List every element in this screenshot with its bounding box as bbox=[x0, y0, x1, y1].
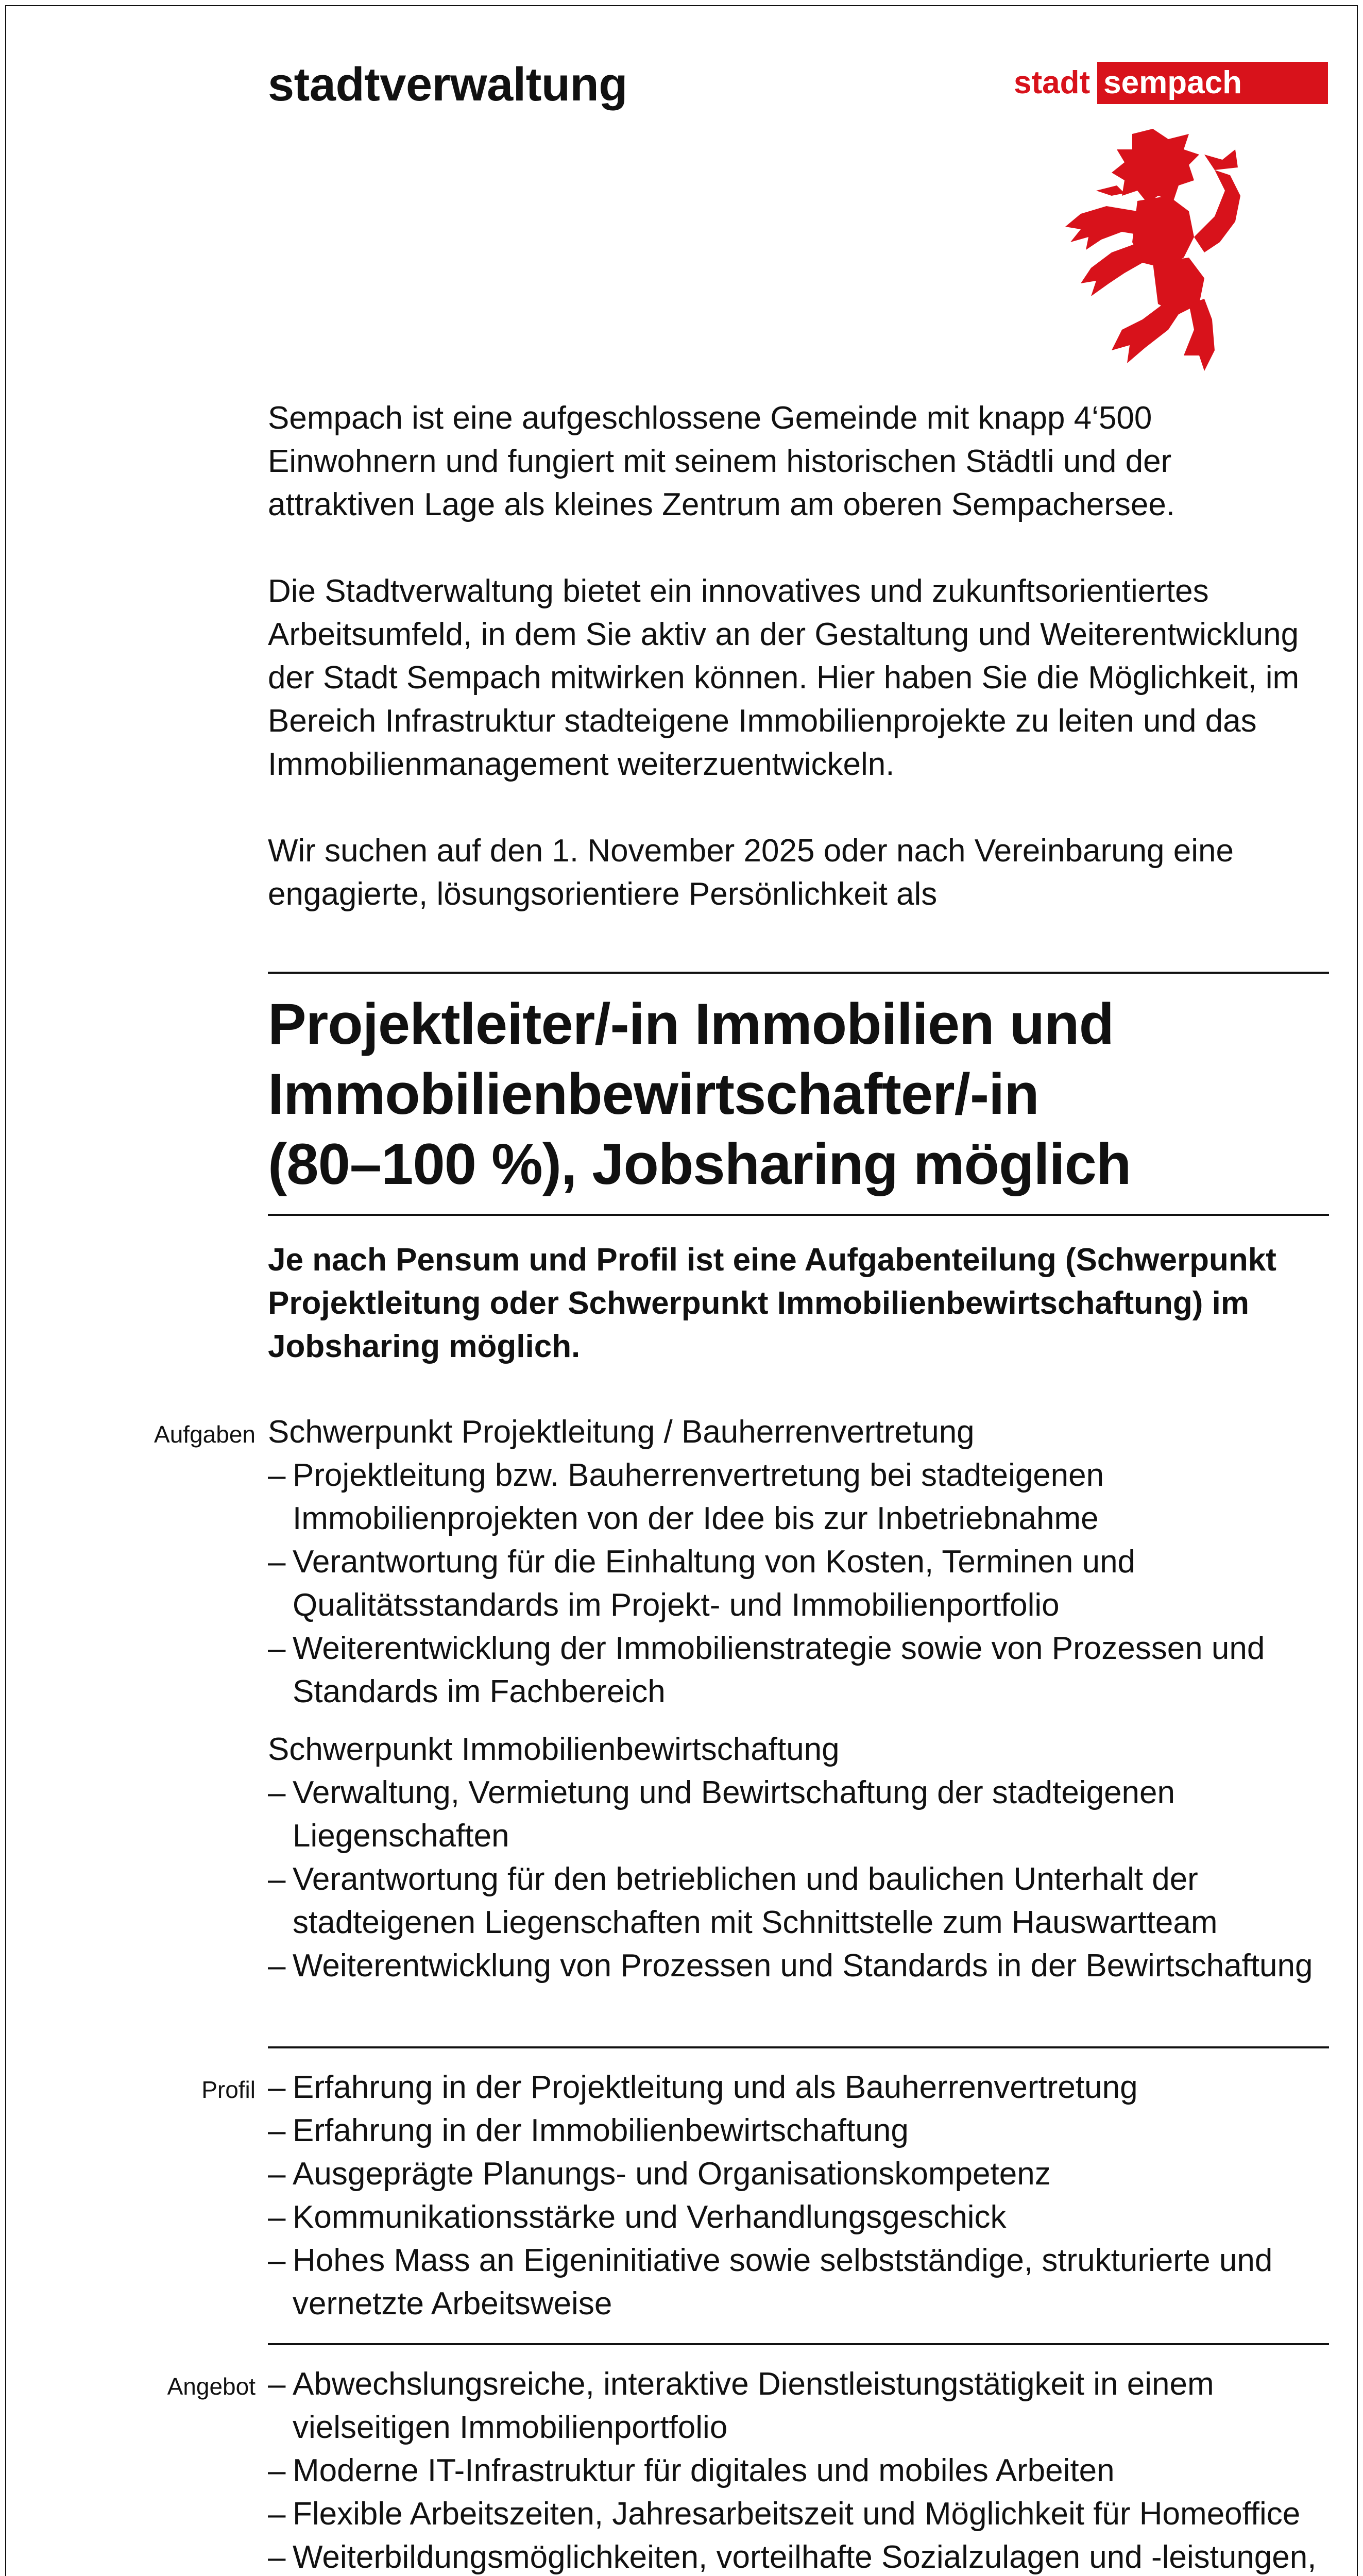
section-label-aufgaben: Aufgaben bbox=[154, 1421, 255, 1448]
list-item: – Erfahrung in der Projektleitung und als Bauherrenvertretung bbox=[268, 2066, 1329, 2109]
job-title-line-2: Immobilienbewirtschafter/-in bbox=[268, 1062, 1039, 1126]
org-name: stadtverwaltung bbox=[268, 58, 627, 111]
list-item: – Moderne IT-Infrastruktur für digitales und mobiles Arbeiten bbox=[268, 2449, 1329, 2493]
aufgaben-group-2-list bbox=[268, 1771, 1329, 1988]
list-item: – Erfahrung in der Immobilienbewirtschaftung bbox=[268, 2109, 1329, 2153]
divider bbox=[268, 1214, 1329, 1216]
job-title-line-1: Projektleiter/-in Immobilien und bbox=[268, 992, 1114, 1056]
logo-word-sempach: sempach bbox=[1097, 62, 1328, 104]
list-item: – Verantwortung für den betrieblichen und baulichen Unterhalt der stadteigenen Liegenschaften mit Schnittstelle zum Hauswartteam bbox=[268, 1858, 1329, 1944]
list-item: – Projektleitung bzw. Bauherrenvertretung bei stadteigenen Immobilienprojekten von der Idee bis zur Inbetriebnahme bbox=[268, 1454, 1329, 1540]
list-item: – Verwaltung, Vermietung und Bewirtschaftung der stadteigenen Liegenschaften bbox=[268, 1771, 1329, 1858]
list-item: – Weiterentwicklung von Prozessen und Standards in der Bewirtschaftung bbox=[268, 1944, 1329, 1988]
intro-paragraph-1: Sempach ist eine aufgeschlossene Gemeinde mit knapp 4‘500 Einwohnern und fungiert mit seinem historischen Städtli und der attraktiven Lage als kleines Zentrum am oberen Sempachersee. bbox=[268, 400, 1175, 522]
divider bbox=[268, 972, 1329, 974]
job-lead: Je nach Pensum und Profil ist eine Aufgabenteilung (Schwerpunkt Projektleitung oder Schwerpunkt Immobilienbewirtschaftung) im Jobsharing möglich. bbox=[268, 1242, 1276, 1364]
intro-text bbox=[268, 397, 1319, 916]
angebot-list bbox=[268, 2363, 1329, 2576]
list-item: – Kommunikationsstärke und Verhandlungsgeschick bbox=[268, 2196, 1329, 2239]
section-label-profil: Profil bbox=[201, 2076, 255, 2103]
job-title-line-3: (80–100 %), Jobsharing möglich bbox=[268, 1132, 1131, 1196]
list-item: – Weiterentwicklung der Immobilienstrategie sowie von Prozessen und Standards im Fachbereich bbox=[268, 1627, 1329, 1714]
section-label-angebot: Angebot bbox=[167, 2373, 255, 2400]
divider bbox=[268, 2343, 1329, 2345]
aufgaben-group-1-list bbox=[268, 1454, 1329, 1714]
list-item: – Flexible Arbeitszeiten, Jahresarbeitszeit und Möglichkeit für Homeoffice bbox=[268, 2493, 1329, 2536]
divider bbox=[268, 2046, 1329, 2048]
aufgaben-group-2-title: Schwerpunkt Immobilienbewirtschaftung bbox=[268, 1732, 840, 1767]
city-logo bbox=[1014, 62, 1328, 104]
section-profil bbox=[268, 2066, 1329, 2326]
lion-icon bbox=[1034, 113, 1251, 381]
list-item: – Verantwortung für die Einhaltung von Kosten, Terminen und Qualitätsstandards im Projekt- und Immobilienportfolio bbox=[268, 1540, 1329, 1627]
aufgaben-group-1-title: Schwerpunkt Projektleitung / Bauherrenvertretung bbox=[268, 1414, 975, 1450]
logo-word-stadt: stadt bbox=[1014, 65, 1091, 100]
section-aufgaben bbox=[268, 1411, 1329, 1988]
list-item: – Weiterbildungsmöglichkeiten, vorteilhafte Sozialzulagen und -leistungen, bbox=[268, 2536, 1329, 2576]
intro-paragraph-3: Wir suchen auf den 1. November 2025 oder nach Vereinbarung eine engagierte, lösungsorientiere Persönlichkeit als bbox=[268, 833, 1234, 912]
list-item: – Abwechslungsreiche, interaktive Dienstleistungstätigkeit in einem vielseitigen Immobilienportfolio bbox=[268, 2363, 1329, 2449]
intro-paragraph-2: Die Stadtverwaltung bietet ein innovatives und zukunftsorientiertes Arbeitsumfeld, in dem Sie aktiv an der Gestaltung und Weiterentwicklung der Stadt Sempach mitwirken können. Hier haben Sie die Möglichkeit, im Bereich Infrastruktur stadteigene Immobilienprojekte zu leiten und das Immobilienmanagement weiterzuentwickeln. bbox=[268, 573, 1300, 782]
section-angebot bbox=[268, 2363, 1329, 2576]
logo-wordmark bbox=[1014, 62, 1328, 104]
list-item: – Hohes Mass an Eigeninitiative sowie selbstständige, strukturierte und vernetzte Arbeitsweise bbox=[268, 2239, 1329, 2326]
profil-list bbox=[268, 2066, 1329, 2326]
job-title bbox=[268, 989, 1329, 1199]
list-item: – Ausgeprägte Planungs- und Organisationskompetenz bbox=[268, 2153, 1329, 2196]
